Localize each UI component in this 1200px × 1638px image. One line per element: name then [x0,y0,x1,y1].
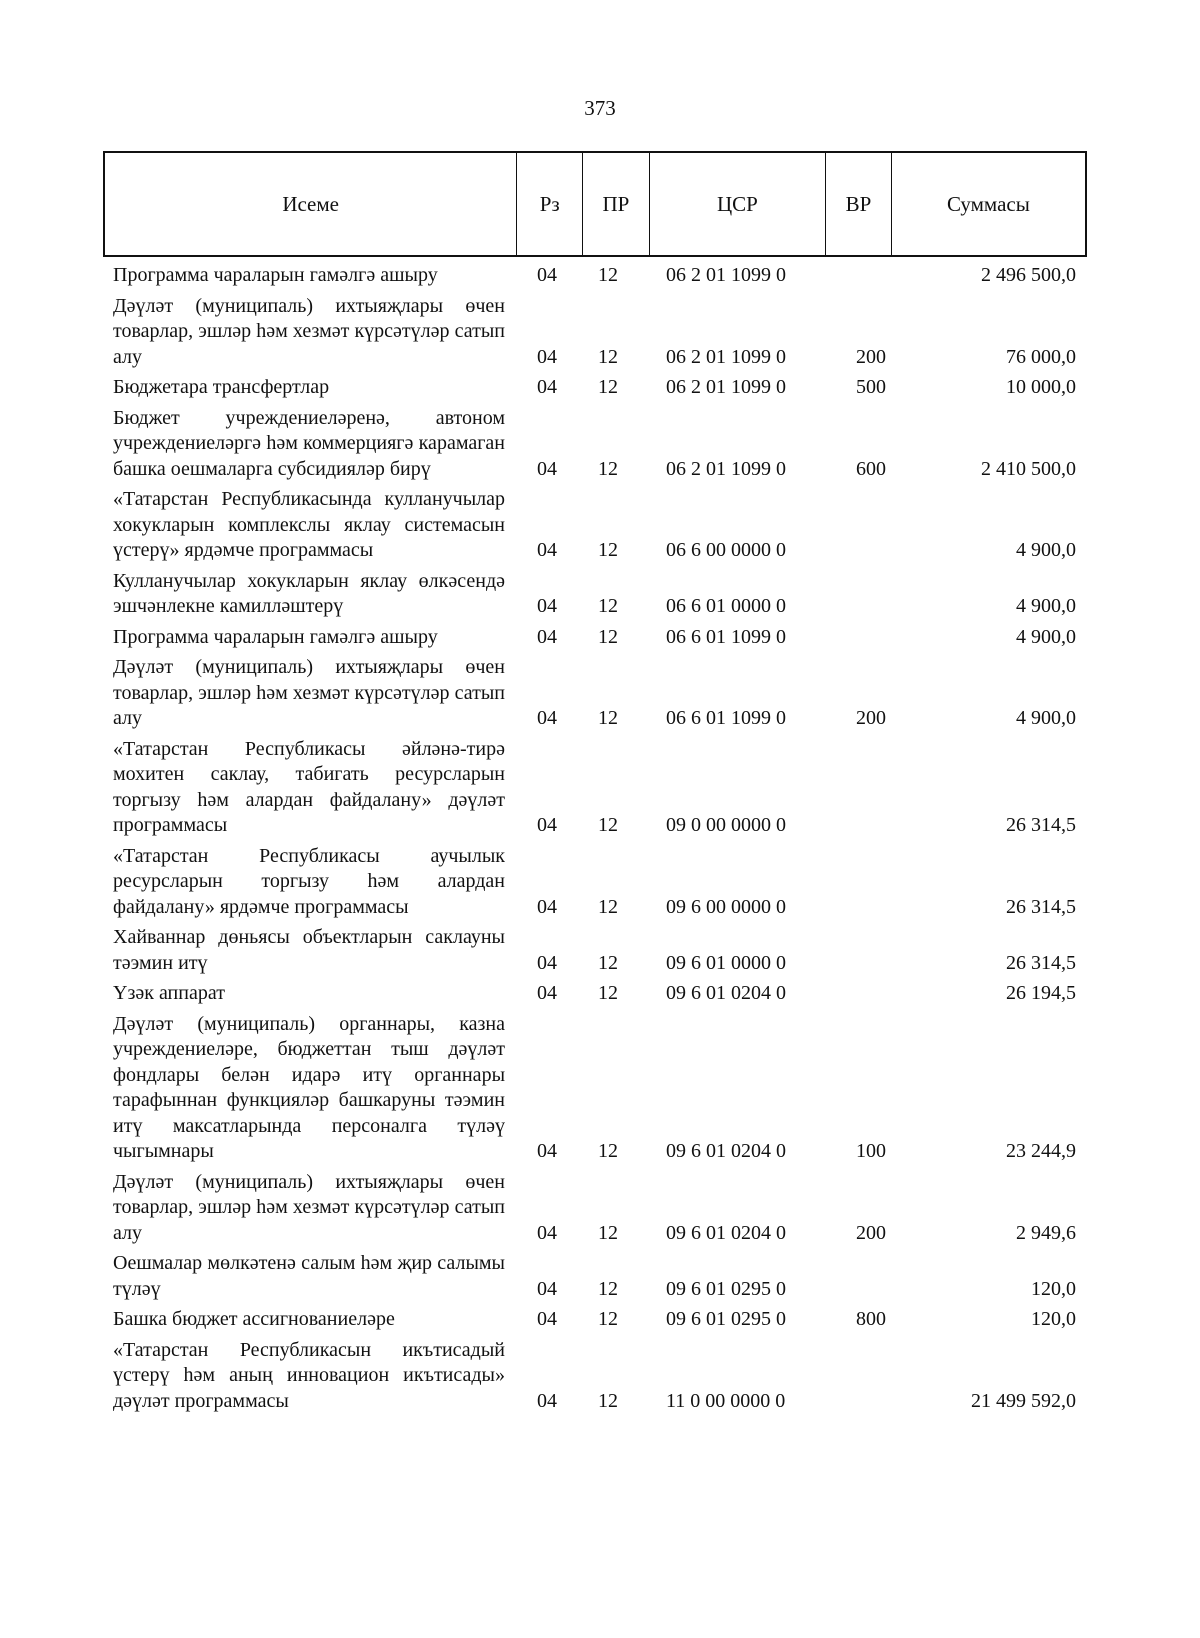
table-row [113,487,1088,564]
row-rz: 04 [537,345,557,368]
row-pr: 12 [598,345,618,368]
row-csr: 06 6 01 1099 0 [666,625,786,648]
row-csr: 09 6 00 0000 0 [666,895,786,918]
row-rz: 04 [537,1389,557,1412]
row-csr: 09 6 01 0204 0 [666,982,786,1004]
row-pr: 12 [598,539,618,561]
row-name: Башка бюджет ассигнованиеләре [113,1308,395,1330]
row-csr: 11 0 00 0000 0 [666,1389,786,1412]
row-rz: 04 [537,264,557,286]
table-row [113,1170,1088,1247]
row-sum: 2 949,6 [1016,1221,1076,1244]
header-csr: ЦСР [650,153,826,255]
row-csr: 09 6 01 0204 0 [666,1140,786,1162]
table-row [113,737,1088,839]
row-name: Оешмалар мөлкәтенә салым һәм җир салымы түләү [113,1252,505,1300]
row-name: Хайваннар дөньясы объектларын саклауны тәэмин итү [113,926,505,974]
row-sum: 21 499 592,0 [971,1389,1076,1412]
row-sum: 4 900,0 [1016,707,1076,729]
row-csr: 09 6 01 0295 0 [666,1277,786,1300]
row-csr: 09 6 01 0295 0 [666,1308,786,1330]
row-sum: 10 000,0 [1006,376,1076,398]
row-pr: 12 [598,1308,618,1330]
row-name: Программа чараларын гамәлгә ашыру [113,264,438,286]
row-csr: 06 2 01 1099 0 [666,264,786,286]
row-pr: 12 [598,951,618,974]
row-sum: 2 410 500,0 [981,457,1076,480]
row-csr: 09 0 00 0000 0 [666,814,786,836]
row-pr: 12 [598,1221,618,1244]
row-rz: 04 [537,707,557,729]
row-name: «Татарстан Республикасын икътисадый үстерү һәм аның инновацион икътисады» дәүләт программасы [113,1338,505,1412]
table-row [113,1338,1088,1415]
table-header [103,151,1087,257]
row-rz: 04 [537,1308,557,1330]
row-sum: 4 900,0 [1016,625,1076,648]
table-row [113,655,1088,732]
row-vr: 600 [856,457,886,480]
table-row [113,294,1088,371]
row-vr: 200 [856,345,886,368]
row-pr: 12 [598,1140,618,1162]
row-name: Дәүләт (муниципаль) ихтыяҗлары өчен товарлар, эшләр һәм хезмәт күрсәтүләр сатып алу [113,1170,505,1244]
row-vr: 800 [856,1308,886,1330]
row-name: Үзәк аппарат [113,982,225,1004]
row-pr: 12 [598,625,618,648]
row-sum: 2 496 500,0 [981,264,1076,286]
row-name: Кулланучылар хокукларын яклау өлкәсендә эшчәнлекне камилләштерү [113,569,505,617]
row-pr: 12 [598,1389,618,1412]
row-pr: 12 [598,895,618,918]
table-row [113,844,1088,921]
row-sum: 26 314,5 [1006,951,1076,974]
table-row [113,1012,1088,1165]
row-sum: 120,0 [1031,1308,1076,1330]
row-csr: 09 6 01 0000 0 [666,951,786,974]
table-row [113,406,1088,483]
row-csr: 06 2 01 1099 0 [666,376,786,398]
row-name: Дәүләт (муниципаль) органнары, казна учреждениеләре, бюджеттан тыш дәүләт фондлары белән идарә итү органнары тарафыннан функцияләр башкаруны тәэмин итү максатларында персоналга түләү чыгымнары [113,1012,505,1162]
row-rz: 04 [537,1140,557,1162]
row-vr: 500 [856,376,886,398]
row-pr: 12 [598,982,618,1004]
row-pr: 12 [598,376,618,398]
header-sum: Суммасы [946,191,1030,216]
table-row [113,375,1088,401]
row-sum: 76 000,0 [1006,345,1076,368]
row-name: Программа чараларын гамәлгә ашыру [113,625,438,648]
row-rz: 04 [537,951,557,974]
table-row [113,925,1088,976]
row-rz: 04 [537,539,557,561]
row-vr: 200 [856,707,886,729]
row-name: Дәүләт (муниципаль) ихтыяҗлары өчен товарлар, эшләр һәм хезмәт күрсәтүләр сатып алу [113,656,505,729]
row-pr: 12 [598,457,618,480]
header-name: Исеме [105,153,517,255]
header-pr: ПР [583,153,650,255]
table-row [113,625,1088,651]
row-csr: 06 6 01 0000 0 [666,595,786,617]
page-number: 373 [584,96,616,120]
row-sum: 120,0 [1031,1277,1076,1300]
header-rz: Рз [517,153,583,255]
header-vr: ВР [826,153,892,255]
row-name: «Татарстан Республикасында кулланучылар хокукларын комплекслы яклау системасын үстерү» ярдәмче программасы [113,488,505,561]
row-csr: 09 6 01 0204 0 [666,1221,786,1244]
row-pr: 12 [598,707,618,729]
table-row [113,569,1088,620]
table-row [113,263,1088,289]
row-sum: 26 314,5 [1006,814,1076,836]
table-row [113,1307,1088,1333]
row-sum: 4 900,0 [1016,595,1076,617]
row-pr: 12 [598,814,618,836]
table-row [113,1251,1088,1302]
row-name: «Татарстан Республикасы әйләнә-тирә мохитен саклау, табигать ресурсларын торгызу һәм алардан файдалану» дәүләт программасы [113,737,505,836]
row-csr: 06 6 01 1099 0 [666,707,786,729]
row-sum: 23 244,9 [1006,1140,1076,1162]
row-rz: 04 [537,625,557,648]
table-row [113,981,1088,1007]
row-rz: 04 [537,457,557,480]
row-rz: 04 [537,982,557,1004]
row-sum: 4 900,0 [1016,539,1076,561]
row-pr: 12 [598,264,618,286]
row-name: «Татарстан Республикасы аучылык ресурсларын торгызу һәм алардан файдалану» ярдәмче программасы [113,844,505,918]
table-body [113,263,1088,1419]
row-name: Бюджет учреждениеләренә, автоном учреждениеләргә һәм коммерциягә карамаган башка оешмаларга субсидияләр бирү [113,406,505,480]
row-sum: 26 194,5 [1006,982,1076,1004]
row-name: Бюджетара трансфертлар [113,376,330,398]
row-rz: 04 [537,1221,557,1244]
row-sum: 26 314,5 [1006,895,1076,918]
row-rz: 04 [537,814,557,836]
row-csr: 06 2 01 1099 0 [666,345,786,368]
row-pr: 12 [598,595,618,617]
row-pr: 12 [598,1277,618,1300]
row-rz: 04 [537,376,557,398]
row-rz: 04 [537,1277,557,1300]
row-vr: 200 [856,1221,886,1244]
row-rz: 04 [537,895,557,918]
row-vr: 100 [856,1140,886,1162]
row-name: Дәүләт (муниципаль) ихтыяҗлары өчен товарлар, эшләр һәм хезмәт күрсәтүләр сатып алу [113,294,505,368]
row-csr: 06 6 00 0000 0 [666,539,786,561]
row-rz: 04 [537,595,557,617]
row-csr: 06 2 01 1099 0 [666,457,786,480]
